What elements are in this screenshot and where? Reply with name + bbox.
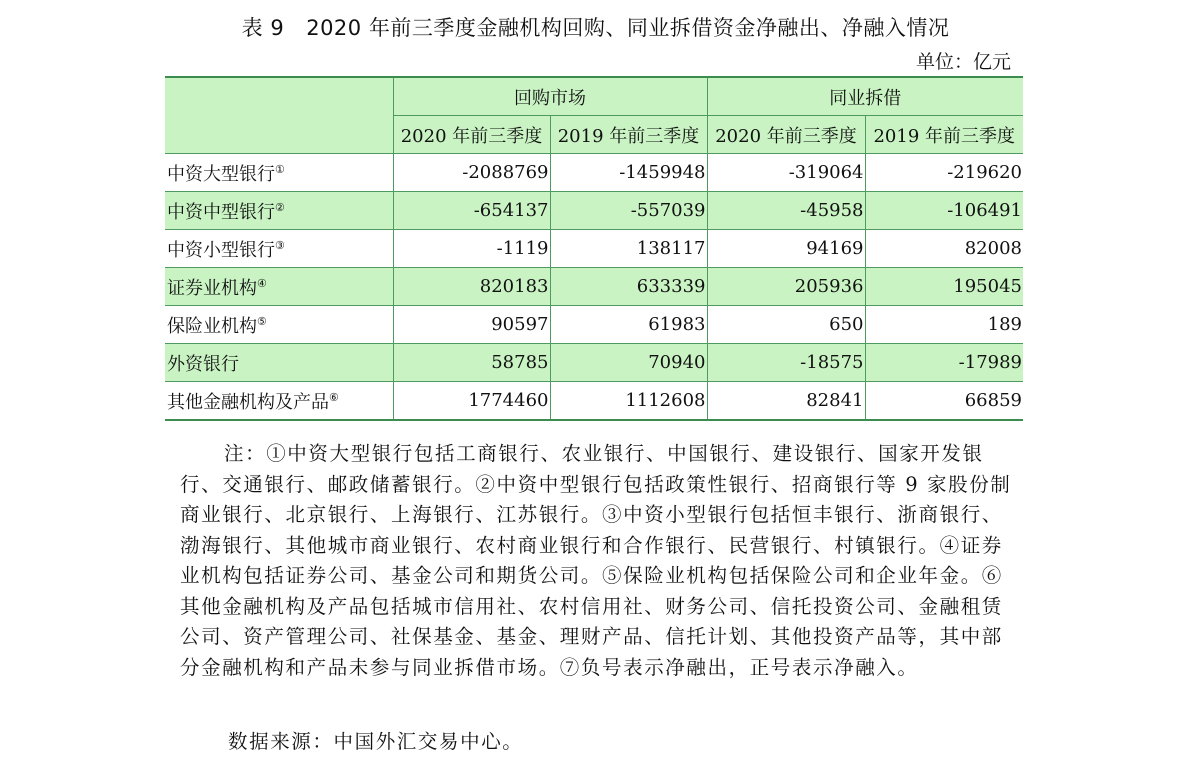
table-cell: 650 — [707, 306, 865, 344]
table-cell: -219620 — [865, 154, 1023, 192]
table-cell: 189 — [865, 306, 1023, 344]
col-header: 2019 年前三季度 — [550, 116, 707, 154]
table-caption: 2020 年前三季度金融机构回购、同业拆借资金净融出、净融入情况 — [306, 16, 950, 40]
table-cell: 82841 — [707, 382, 865, 421]
table-cell: 82008 — [865, 230, 1023, 268]
footnote-mark: ④ — [257, 276, 267, 290]
row-label — [165, 192, 393, 230]
row-label — [165, 268, 393, 306]
footnote-mark: ⑤ — [257, 314, 267, 328]
row-label — [165, 382, 393, 421]
col-header: 2020 年前三季度 — [393, 116, 550, 154]
row-label-text: 外资银行 — [167, 353, 239, 375]
row-label-text: 中资小型银行 — [167, 239, 275, 261]
table-cell: -1119 — [393, 230, 550, 268]
table-cell: 94169 — [707, 230, 865, 268]
table-row — [165, 230, 1023, 268]
group-header-row — [165, 77, 1023, 116]
table-cell: 1774460 — [393, 382, 550, 421]
table-row — [165, 306, 1023, 344]
footnote-mark: ① — [275, 162, 285, 176]
table-cell: 195045 — [865, 268, 1023, 306]
table-cell: 90597 — [393, 306, 550, 344]
table-cell: 820183 — [393, 268, 550, 306]
stub-header — [165, 77, 393, 154]
table-cell: -106491 — [865, 192, 1023, 230]
table-cell: -654137 — [393, 192, 550, 230]
table-cell: -18575 — [707, 344, 865, 382]
table-cell: -17989 — [865, 344, 1023, 382]
table-cell: -557039 — [550, 192, 707, 230]
notes — [180, 439, 1020, 683]
row-label-text: 保险业机构 — [167, 315, 257, 337]
row-label-text: 其他金融机构及产品 — [167, 391, 329, 413]
data-table — [165, 76, 1023, 421]
col-header: 2020 年前三季度 — [707, 116, 865, 154]
table-row — [165, 192, 1023, 230]
notes-text: 注：①中资大型银行包括工商银行、农业银行、中国银行、建设银行、国家开发银行、交通银行、邮政储蓄银行。②中资中型银行包括政策性银行、招商银行等 9 家股份制商业银行、北京银行、上海银行、江苏银行。③中资小型银行包括恒丰银行、浙商银行、渤海银行、其他城市商业银行、农村商业银行和合作银行、民营银行、村镇银行。④证券业机构包括证券公司、基金公司和期货公司。⑤保险业机构包括保险公司和企业年金。⑥其他金融机构及产品包括城市信用社、农村信用社、财务公司、信托投资公司、金融租赁公司、资产管理公司、社保基金、基金、理财产品、信托计划、其他投资产品等，其中部分金融机构和产品未参与同业拆借市场。⑦负号表示净融出，正号表示净融入。 — [180, 442, 1012, 679]
table-cell: 138117 — [550, 230, 707, 268]
group-header-repo: 回购市场 — [393, 77, 707, 116]
row-label — [165, 344, 393, 382]
footnote-mark: ② — [275, 200, 285, 214]
table-row — [165, 344, 1023, 382]
unit-label: 单位：亿元 — [915, 51, 1011, 73]
table-cell: 1112608 — [550, 382, 707, 421]
row-label — [165, 306, 393, 344]
row-label — [165, 154, 393, 192]
data-source: 数据来源：中国外汇交易中心。 — [228, 730, 524, 753]
footnote-mark: ③ — [275, 238, 285, 252]
table-cell: 70940 — [550, 344, 707, 382]
row-label — [165, 230, 393, 268]
table-row — [165, 268, 1023, 306]
table-cell: -319064 — [707, 154, 865, 192]
table-row — [165, 382, 1023, 421]
table-title — [0, 12, 1191, 42]
row-label-text: 中资大型银行 — [167, 163, 275, 185]
table-cell: 61983 — [550, 306, 707, 344]
row-label-text: 中资中型银行 — [167, 201, 275, 223]
table-number: 表 9 — [241, 16, 285, 40]
table-cell: -45958 — [707, 192, 865, 230]
group-header-interbank: 同业拆借 — [707, 77, 1023, 116]
row-label-text: 证券业机构 — [167, 277, 257, 299]
table-cell: 633339 — [550, 268, 707, 306]
footnote-mark: ⑥ — [329, 390, 339, 404]
table-cell: 58785 — [393, 344, 550, 382]
table-cell: 66859 — [865, 382, 1023, 421]
table-cell: -2088769 — [393, 154, 550, 192]
table-row — [165, 154, 1023, 192]
table-cell: 205936 — [707, 268, 865, 306]
table-cell: -1459948 — [550, 154, 707, 192]
col-header: 2019 年前三季度 — [865, 116, 1023, 154]
